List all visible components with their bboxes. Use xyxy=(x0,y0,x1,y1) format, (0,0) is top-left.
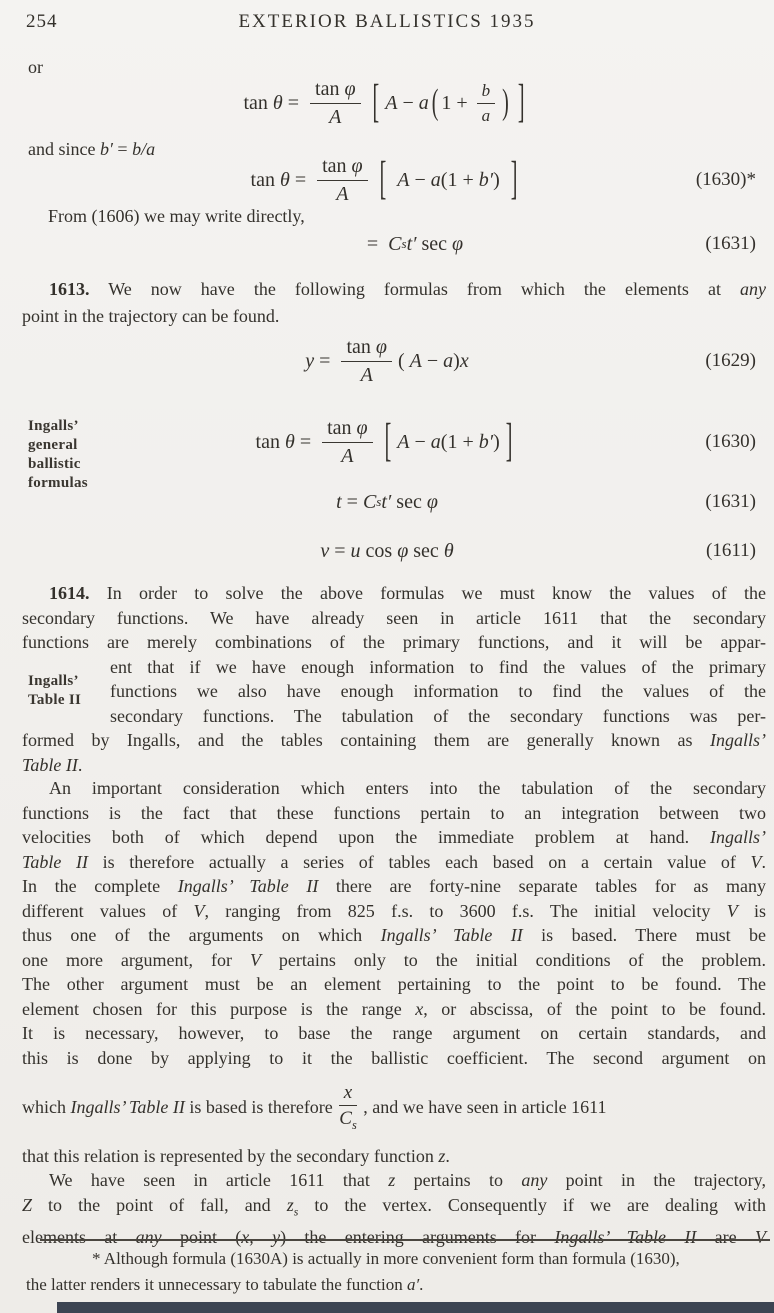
footnote-rule xyxy=(40,1239,770,1241)
text-line: The other argument must be an element pertaining to the point to be found. The xyxy=(22,974,766,994)
fraction-numerator: tan φ xyxy=(341,336,392,361)
connective-since: and since b′ = b/a xyxy=(28,139,156,159)
equation-number: (1631) xyxy=(705,233,756,254)
page-header xyxy=(0,11,774,35)
eq-lhs: tan θ = xyxy=(243,91,305,114)
fraction xyxy=(339,1082,357,1133)
text-line: one more argument, for V pertains only to the initial conditions of the problem. xyxy=(22,949,766,970)
fraction-numerator: x xyxy=(339,1082,357,1106)
fraction-small xyxy=(477,81,496,124)
margin-note-line: ballistic xyxy=(28,456,81,472)
inline-fraction-line xyxy=(22,1078,766,1136)
text-line: different values of V, ranging from 825 f.s. to 3600 f.s. The initial velocity V is xyxy=(22,900,766,921)
fraction xyxy=(317,155,368,205)
equation-body xyxy=(250,152,524,205)
equation-body: t = C s t′ sec φ xyxy=(336,490,438,513)
fraction xyxy=(310,78,361,128)
text-line: Table II. xyxy=(22,754,83,775)
fraction xyxy=(322,417,373,467)
footnote xyxy=(26,1246,756,1298)
margin-note-line: general xyxy=(28,437,78,453)
equation-number: (1630)* xyxy=(695,169,756,190)
text-line: element chosen for this purpose is the range x, or abscissa, of the point to be found. xyxy=(22,998,767,1019)
text-line: functions is the fact that these functions pertain to an integration between two xyxy=(22,802,766,823)
text-line: velocities both of which depend upon the immediate problem at hand. Ingalls’ xyxy=(22,827,766,847)
left-bracket: [ xyxy=(379,152,387,205)
fraction-denominator: A xyxy=(341,444,354,467)
equation-body: = C s t′ sec φ xyxy=(366,232,464,255)
fraction-denominator: a xyxy=(481,105,491,125)
text-line: In the complete Ingalls’ Table II there are forty-nine separate tables for as many xyxy=(22,876,766,896)
left-paren: ( xyxy=(431,82,439,122)
equation-1630 xyxy=(0,410,774,474)
equation-1631-inline xyxy=(0,231,774,257)
text-line: functions we also have enough information to find the values of the xyxy=(110,681,766,701)
fraction-denominator: A xyxy=(329,105,342,128)
equation-body xyxy=(243,75,530,128)
left-bracket: [ xyxy=(384,414,392,467)
equation-body xyxy=(255,414,519,467)
equation-body xyxy=(305,336,468,386)
text-line: elements at any point (x, y) the entering arguments for Ingalls’ Table II are V xyxy=(22,1226,766,1247)
z-relation-line xyxy=(22,1144,766,1169)
footnote-line: * Although formula (1630A) is actually in more convenient form than formula (1630), xyxy=(92,1249,680,1268)
equation-1629 xyxy=(0,330,774,392)
page-number: 254 xyxy=(26,11,58,32)
text-line: that this relation is represented by the secondary function z. xyxy=(22,1146,450,1166)
text-line: point in the trajectory can be found. xyxy=(22,306,280,326)
text-line: We have seen in article 1611 that z pertains to any point in the trajectory, xyxy=(49,1170,766,1190)
text-line: thus one of the arguments on which Ingalls’ Table II is based. There must be xyxy=(22,925,766,945)
eq-term: A − a xyxy=(385,91,429,114)
fraction-numerator: tan φ xyxy=(310,78,361,103)
lead-in-text: From (1606) we may write directly, xyxy=(48,206,305,226)
text-line: It is necessary, however, to base the range argument on certain standards, and xyxy=(22,1023,766,1043)
paragraph-1613 xyxy=(22,276,766,330)
paragraph-we-have-seen xyxy=(22,1168,766,1249)
eq-lhs: tan θ = xyxy=(250,168,312,191)
right-paren: ) xyxy=(502,82,509,122)
margin-note-line: Ingalls’ xyxy=(28,418,79,434)
equation-number: (1611) xyxy=(706,540,756,561)
fraction xyxy=(341,336,392,386)
text-segment: which Ingalls’ Table II is based is therefore xyxy=(22,1096,333,1117)
fraction-denominator: A xyxy=(360,363,373,386)
eq-lhs: tan θ = xyxy=(255,430,317,453)
margin-note-line: formulas xyxy=(28,475,88,491)
right-bracket: ] xyxy=(510,152,518,205)
text-line: formed by Ingalls, and the tables containing them are generally known as Ingalls’ xyxy=(22,730,766,750)
eq-term: A − a(1 + b′) xyxy=(397,168,505,191)
eq-term: 1 + xyxy=(441,91,473,114)
scan-edge-bar xyxy=(57,1302,774,1313)
right-bracket: ] xyxy=(505,414,513,467)
text-line: 1613. We now have the following formulas from which the elements at any xyxy=(49,279,766,299)
text-line: Z to the point of fall, and $z_s$ to the vertex. Consequently if we are dealing with xyxy=(22,1194,766,1219)
text-line: secondary functions. The tabulation of the secondary functions was per- xyxy=(110,705,766,726)
equation-1631 xyxy=(0,489,774,515)
footnote-line: the latter renders it unnecessary to tabulate the function a′. xyxy=(26,1275,424,1294)
equation-1630-star xyxy=(0,154,774,206)
fraction-numerator: b xyxy=(477,81,496,103)
eq-term: A − a(1 + b′) xyxy=(397,430,500,453)
text-line: secondary functions. We have already seen in article 1611 that the secondary xyxy=(22,607,766,628)
eq-lhs: y = xyxy=(305,349,336,372)
equation-body: v = u cos φ sec θ xyxy=(320,539,454,562)
equation-number: (1629) xyxy=(705,350,756,371)
fraction-denominator: A xyxy=(336,182,349,205)
equation-tan-theta-nested xyxy=(0,70,774,136)
eq-term: ( A − a)x xyxy=(397,349,469,372)
fraction-denominator: $C_s$ xyxy=(339,1107,357,1132)
text-segment: , and we have seen in article 1611 xyxy=(363,1096,607,1117)
connective-or: or xyxy=(28,57,43,77)
right-bracket: ] xyxy=(517,75,525,128)
text-line: Table II is therefore actually a series of tables each based on a certain value of V. xyxy=(22,851,766,872)
text-line: ent that if we have enough information to find the values of the primary xyxy=(110,656,766,677)
paragraph-tabulation xyxy=(22,776,766,1070)
text-line: An important consideration which enters into the tabulation of the secondary xyxy=(49,778,766,798)
fraction-numerator: tan φ xyxy=(322,417,373,442)
fraction-numerator: tan φ xyxy=(317,155,368,180)
text-line: this is done by applying to it the ballistic coefficient. The second argument on xyxy=(22,1047,766,1068)
paragraph-1614 xyxy=(22,581,766,777)
equation-number: (1630) xyxy=(705,431,756,452)
text-line: functions are merely combinations of the primary functions, and it will be appar- xyxy=(22,632,766,652)
running-title: EXTERIOR BALLISTICS 1935 xyxy=(238,11,536,32)
text-line: 1614. In order to solve the above formulas we must know the values of the xyxy=(49,583,766,603)
margin-note-line: Ingalls’ xyxy=(28,673,79,689)
left-bracket: [ xyxy=(372,75,380,128)
equation-1611 xyxy=(0,538,774,564)
margin-note-line: Table II xyxy=(28,692,82,708)
equation-number: (1631) xyxy=(705,491,756,512)
